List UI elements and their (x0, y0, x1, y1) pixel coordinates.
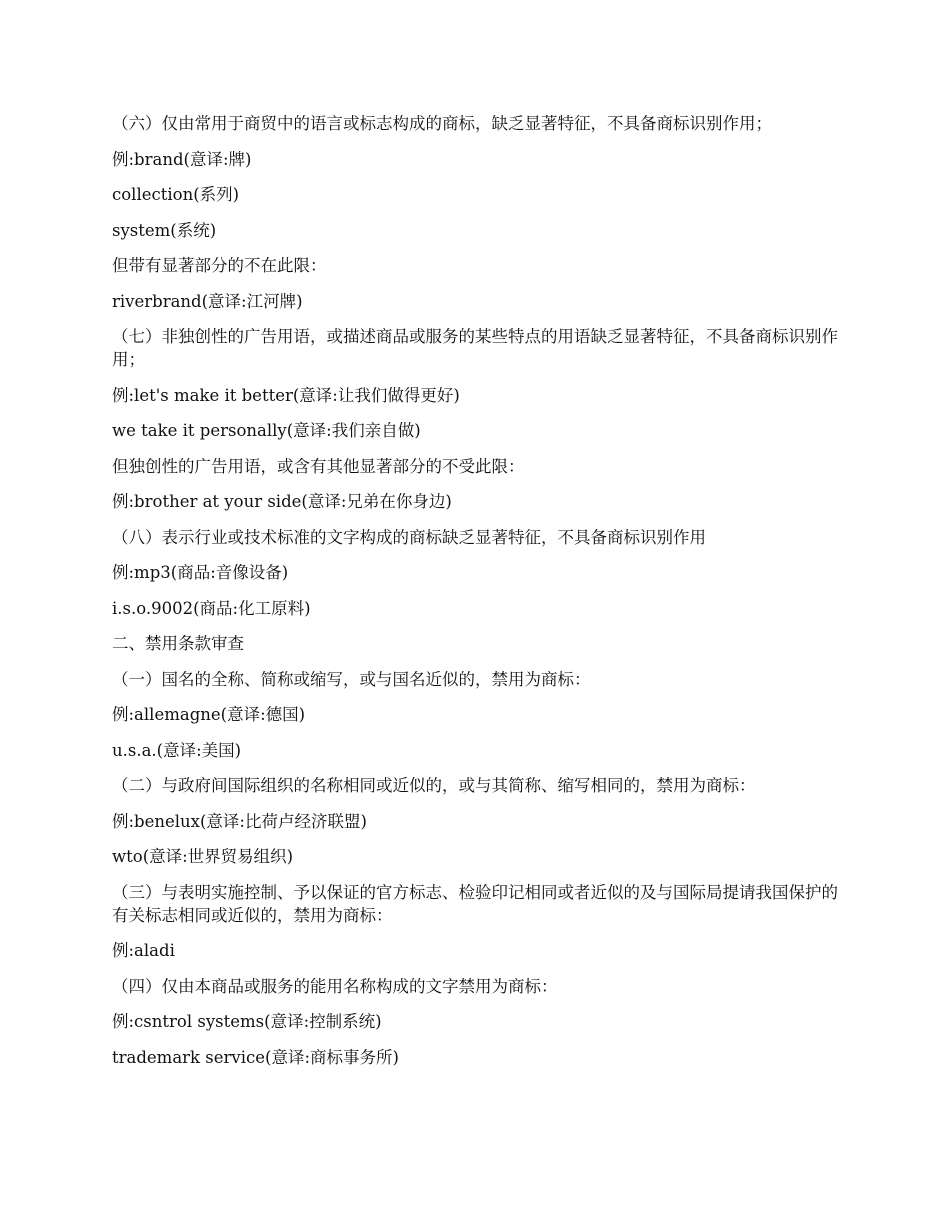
clause-one-paragraph: （一）国名的全称、简称或缩写，或与国名近似的，禁用为商标： (112, 669, 591, 689)
example-line: 例:aladi (112, 941, 175, 960)
clause-two-paragraph: （二）与政府间国际组织的名称相同或近似的，或与其简称、缩写相同的，禁用为商标： (112, 776, 756, 795)
example-line: u.s.a.(意译:美国) (112, 740, 242, 760)
clause-six-paragraph: （六）仅由常用于商贸中的语言或标志构成的商标，缺乏显著特征，不具备商标识别作用； (112, 114, 772, 133)
document-page (112, 112, 840, 1081)
example-line: we take it personally(意译:我们亲自做) (112, 421, 421, 440)
example-line: riverbrand(意译:江河牌) (112, 291, 303, 311)
example-line: trademark service(意译:商标事务所) (112, 1047, 399, 1067)
example-line: 例:allemagne(意译:德国) (112, 705, 306, 724)
example-line: 例:brand(意译:牌) (112, 149, 252, 169)
example-line: 例:let's make it better(意译:让我们做得更好) (112, 385, 460, 405)
example-line: 例:benelux(意译:比荷卢经济联盟) (112, 811, 367, 831)
example-line: i.s.o.9002(商品:化工原料) (112, 598, 311, 618)
clause-seven-paragraph: （七）非独创性的广告用语，或描述商品或服务的某些特点的用语缺乏显著特征，不具备商标识别作用； (112, 327, 838, 369)
exception-note: 但带有显著部分的不在此限： (112, 256, 327, 275)
example-line: system(系统) (112, 220, 217, 240)
clause-four-paragraph: （四）仅由本商品或服务的能用名称构成的文字禁用为商标： (112, 976, 558, 996)
example-line: wto(意译:世界贸易组织) (112, 847, 294, 866)
example-line: collection(系列) (112, 185, 240, 204)
example-line: 例:brother at your side(意译:兄弟在你身边) (112, 492, 452, 511)
exception-note: 但独创性的广告用语，或含有其他显著部分的不受此限： (112, 456, 525, 476)
section-heading: 二、禁用条款审查 (112, 634, 244, 653)
clause-eight-paragraph: （八）表示行业或技术标准的文字构成的商标缺乏显著特征，不具备商标识别作用 (112, 527, 706, 547)
example-line: 例:csntrol systems(意译:控制系统) (112, 1012, 382, 1031)
example-line: 例:mp3(商品:音像设备) (112, 563, 289, 582)
clause-three-paragraph: （三）与表明实施控制、予以保证的官方标志、检验印记相同或者近似的及与国际局提请我国保护的有关标志相同或近似的，禁用为商标： (112, 882, 838, 925)
